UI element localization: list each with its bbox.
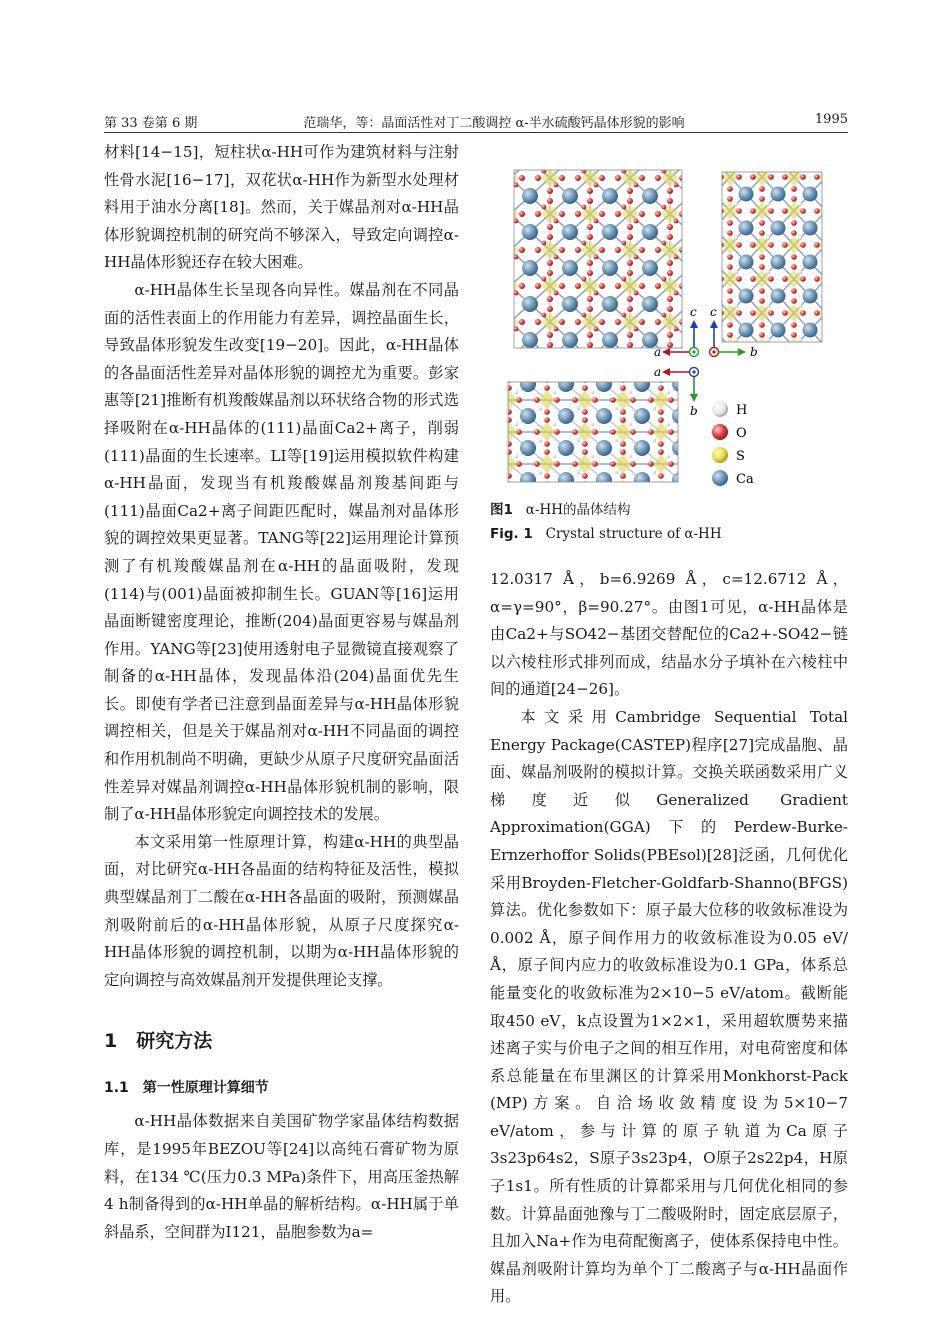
page-number: 1995 xyxy=(814,112,848,127)
legend-swatch-ca xyxy=(712,470,728,486)
paragraph-6: 本文采用Cambridge Sequential Total Energy Package(CASTEP)程序[27]完成晶胞、晶面、媒晶剂吸附的模拟计算。交换关联函数采用广义梯度近似Generalized Gradient Approximation(GGA)下的Perdew-Burke-Ernzerhoffor Solids(PBEsol)[28]泛函，几何优化采用Broyden-Fletcher-Goldfarb-Shanno(BFGS)算法。优化参数如下：原子最大位移的收敛标准设为0.002 Å，原子间作用力的收敛标准设为0.05 eV/Å，原子间内应力的收敛标准设为0.1 GPa，体系总能量变化的收敛标准为2×10−5 eV/atom。截断能取450 eV，k点设置为1×2×1，采用超软赝势来描述离子实与价电子之间的相互作用，对电荷密度和体系总能量在布里渊区的计算采用Monkhorst-Pack (MP)方案。自洽场收敛精度设为5×10−7 eV/atom，参与计算的原子轨道为Ca原子3s23p64s2，S原子3s23p4，O原子2s22p4，H原子1s1。所有性质的计算都采用与几何优化相同的参数。计算晶面弛豫与丁二酸吸附时，固定底层原子，且加入Na+作为电荷配衡离子，使体系保持电中性。媒晶剂吸附计算均为单个丁二酸离子与α-HH晶面作用。 xyxy=(490,707,848,1306)
journal-volume: 第 33 卷第 6 期 xyxy=(104,116,198,131)
structure-view-b-c xyxy=(722,172,822,342)
legend-swatch-o xyxy=(712,424,728,440)
axis-label-a-1: a xyxy=(654,345,662,359)
legend-label-o: O xyxy=(736,426,747,441)
legend-swatch-s xyxy=(712,447,728,463)
axis-label-b-1: b xyxy=(750,345,758,359)
paragraph-3: 本文采用第一性原理计算，构建α-HH的典型晶面，对比研究α-HH各晶面的结构特征及活性，模拟典型媒晶剂丁二酸在α-HH各晶面的吸附，预测媒晶剂吸附前后的α-HH晶体形貌，从原子尺度探究α-HH晶体形貌的调控机制，以期为α-HH晶体形貌的定向调控与高效媒晶剂开发提供理论支撑。 xyxy=(104,832,459,989)
article-running-title: 范瑞华，等：晶面活性对丁二酸调控 α-半水硫酸钙晶体形貌的影响 xyxy=(303,116,685,131)
caption-chinese xyxy=(490,498,848,522)
left-column xyxy=(104,139,459,1246)
legend-label-ca: Ca xyxy=(736,472,754,487)
section-heading: 1 研究方法 xyxy=(104,1030,213,1053)
structure-view-a-c xyxy=(514,170,682,348)
atom-legend xyxy=(712,401,754,487)
axis-label-a-2: a xyxy=(654,365,662,379)
legend-swatch-h xyxy=(712,401,728,417)
crystal-structure-illustration xyxy=(490,160,848,500)
axis-label-c-1: c xyxy=(690,305,697,319)
caption-cn-text: α-HH的晶体结构 xyxy=(525,502,631,518)
caption-cn-label: 图1 xyxy=(490,502,513,518)
structure-view-a-b xyxy=(508,382,678,482)
figure-caption xyxy=(490,498,848,546)
paragraph-5: 12.0317 Å，b=6.9269 Å，c=12.6712 Å，α=γ=90°，β=90.27°。由图1可见，α-HH晶体是由Ca2+与SO42−基团交替配位的Ca2+-SO42−链以六棱柱形式排列而成，结晶水分子填补在六棱柱中间的通道[24−26]。 xyxy=(490,570,848,699)
axis-label-c-2: c xyxy=(710,305,717,319)
axis-label-b-2: b xyxy=(690,404,698,418)
caption-english xyxy=(490,522,848,546)
paragraph-4: α-HH晶体数据来自美国矿物学家晶体结构数据库，是1995年BEZOU等[24]以高纯石膏矿物为原料，在134 ℃(压力0.3 MPa)条件下，用高压釜热解4 h制备得到的α-HH单晶的解析结构。α-HH属于单斜晶系，空间群为I121，晶胞参数为a= xyxy=(104,1112,459,1241)
crystal-structure-figure xyxy=(490,160,848,500)
legend-label-s: S xyxy=(736,449,745,464)
legend-label-h: H xyxy=(736,403,748,418)
paragraph-2: α-HH晶体生长呈现各向异性。媒晶剂在不同晶面的活性表面上的作用能力有差异，调控晶面生长，导致晶体形貌发生改变[19−20]。因此，α-HH晶体的各晶面活性差异对晶体形貌的调控尤为重要。彭家惠等[21]推断有机羧酸媒晶剂以环状络合物的形式选择吸附在α-HH晶体的(111)晶面Ca2+离子，削弱(111)晶面的生长速率。LI等[19]运用模拟软件构建α-HH晶面，发现当有机羧酸媒晶剂羧基间距与(111)晶面Ca2+离子间距匹配时，媒晶剂对晶体形貌的调控效果更显著。TANG等[22]运用理论计算预测了有机羧酸媒晶剂在α-HH的晶面吸附，发现(114)与(001)晶面被抑制生长。GUAN等[16]运用晶面断键密度理论，推断(204)晶面更容易与媒晶剂作用。YANG等[23]使用透射电子显微镜直接观察了制备的α-HH晶体，发现晶体沿(204)晶面优先生长。即使有学者已注意到晶面差异与α-HH晶体形貌调控相关，但是关于媒晶剂对α-HH不同晶面的调控和作用机制尚不明确，更缺少从原子尺度研究晶面活性差异对媒晶剂调控α-HH晶体形貌机制的影响，限制了α-HH晶体形貌定向调控技术的发展。 xyxy=(104,280,459,824)
caption-en-text: Crystal structure of α-HH xyxy=(545,526,722,542)
caption-en-label: Fig. 1 xyxy=(490,526,533,542)
subsection-heading: 1.1 第一性原理计算细节 xyxy=(104,1080,269,1097)
right-column xyxy=(490,566,848,1311)
running-header xyxy=(104,112,848,133)
paragraph-1: 材料[14−15]，短柱状α-HH可作为建筑材料与注射性骨水泥[16−17]，双花状α-HH作为新型水处理材料用于油水分离[18]。然而，关于媒晶剂对α-HH晶体形貌调控机制的研究尚不够深入，导致定向调控α-HH晶体形貌还存在较大困难。 xyxy=(104,143,459,272)
